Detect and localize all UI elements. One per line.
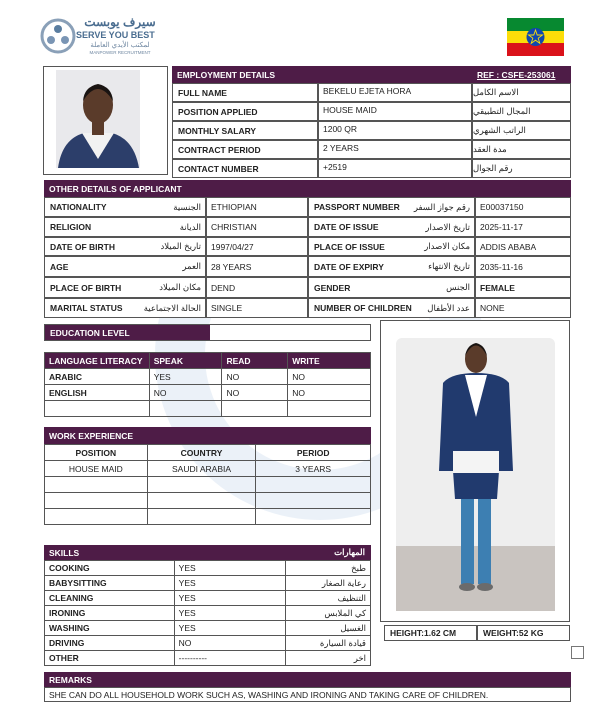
work-row xyxy=(45,493,371,509)
applicant-portrait-icon xyxy=(44,67,167,174)
other-left-value: 1997/04/27 xyxy=(206,237,308,256)
skill-value: YES xyxy=(174,591,286,606)
work-cell: 3 YEARS xyxy=(256,461,371,477)
skill-name-arabic: رعاية الصغار xyxy=(286,576,371,591)
other-details-title: OTHER DETAILS OF APPLICANT xyxy=(49,183,182,194)
other-left-label-cell xyxy=(44,256,206,277)
skills-table xyxy=(44,560,371,666)
employment-label: MONTHLY SALARY xyxy=(172,121,318,140)
other-right-label-arabic: تاريخ الانتهاء xyxy=(428,261,470,271)
remarks-header xyxy=(44,672,571,687)
work-cell xyxy=(256,493,371,509)
skill-name-arabic: التنظيف xyxy=(286,591,371,606)
employment-value: +2519 xyxy=(318,159,472,178)
language-cell xyxy=(222,401,288,417)
language-row xyxy=(45,401,371,417)
other-details-header xyxy=(44,180,571,197)
skill-value: YES xyxy=(174,621,286,636)
other-left-label-arabic: العمر xyxy=(182,261,201,271)
skill-name-arabic: كي الملابس xyxy=(286,606,371,621)
logo-sub-arabic: لمكتب الأيدي العاملة xyxy=(90,42,150,49)
language-cell: NO xyxy=(288,385,371,401)
other-right-label: NUMBER OF CHILDREN xyxy=(314,303,412,313)
work-header-cell: POSITION xyxy=(45,445,148,461)
other-left-label: DATE OF BIRTH xyxy=(50,241,116,252)
skill-row xyxy=(45,591,371,606)
language-row xyxy=(45,385,371,401)
work-row xyxy=(45,509,371,525)
skill-name: COOKING xyxy=(45,561,175,576)
remarks-text: SHE CAN DO ALL HOUSEHOLD WORK SUCH AS, WASHING AND IRONING AND TAKING CARE OF CHILDREN. xyxy=(44,687,571,702)
height-value: HEIGHT:1.62 CM xyxy=(384,625,477,641)
skill-name-arabic: قيادة السيارة xyxy=(286,636,371,651)
work-cell xyxy=(45,493,148,509)
other-right-label-cell xyxy=(308,256,475,277)
applicant-photo-frame xyxy=(43,66,168,175)
other-right-label-cell xyxy=(308,237,475,256)
employment-label-arabic: الراتب الشهري xyxy=(472,121,571,140)
skills-header xyxy=(44,545,371,560)
skill-value: ---------- xyxy=(174,651,286,666)
other-right-label-arabic: رقم جواز السفر xyxy=(413,201,470,212)
remarks-title: REMARKS xyxy=(49,674,92,685)
skill-name: CLEANING xyxy=(45,591,175,606)
other-left-value: SINGLE xyxy=(206,298,308,318)
other-left-value: CHRISTIAN xyxy=(206,217,308,237)
other-left-label-arabic: تاريخ الميلاد xyxy=(160,241,201,251)
language-cell: ARABIC xyxy=(45,369,150,385)
work-cell: HOUSE MAID xyxy=(45,461,148,477)
work-experience-table xyxy=(44,444,371,525)
other-left-label-arabic: الديانة xyxy=(179,221,201,232)
employment-details-header: EMPLOYMENT DETAILS xyxy=(172,66,472,83)
other-right-label-arabic: مكان الاصدار xyxy=(424,241,470,251)
other-left-value: ETHIOPIAN xyxy=(206,197,308,217)
skill-value: YES xyxy=(174,606,286,621)
language-literacy-table xyxy=(44,352,371,417)
work-row xyxy=(45,461,371,477)
other-right-label: PASSPORT NUMBER xyxy=(314,202,400,212)
other-left-label-cell xyxy=(44,197,206,217)
other-left-label-cell xyxy=(44,217,206,237)
skill-value: NO xyxy=(174,636,286,651)
skill-name-arabic: الغسيل xyxy=(286,621,371,636)
other-right-label-cell xyxy=(308,298,475,318)
employment-label: CONTACT NUMBER xyxy=(172,159,318,178)
work-cell xyxy=(45,509,148,525)
checkbox[interactable] xyxy=(571,646,584,659)
other-left-value: DEND xyxy=(206,277,308,298)
employment-value: HOUSE MAID xyxy=(318,102,472,121)
other-left-label-cell xyxy=(44,277,206,298)
language-header-cell: LANGUAGE LITERACY xyxy=(45,353,150,369)
employment-label-arabic: المجال التطبيقي xyxy=(472,102,571,121)
other-left-label: NATIONALITY xyxy=(50,202,107,212)
work-cell xyxy=(256,509,371,525)
skill-name: WASHING xyxy=(45,621,175,636)
skill-name: DRIVING xyxy=(45,636,175,651)
skill-row xyxy=(45,636,371,651)
other-right-label: PLACE OF ISSUE xyxy=(314,241,385,252)
work-row xyxy=(45,477,371,493)
other-left-label-arabic: الحالة الاجتماعية xyxy=(143,302,201,313)
skill-value: YES xyxy=(174,561,286,576)
other-left-label-arabic: مكان الميلاد xyxy=(159,282,201,292)
other-right-value: NONE xyxy=(475,298,571,318)
other-right-value: E00037150 xyxy=(475,197,571,217)
education-level-label: EDUCATION LEVEL xyxy=(45,325,210,340)
language-header-row xyxy=(45,353,371,369)
company-logo-icon xyxy=(40,16,76,56)
language-cell: YES xyxy=(149,369,222,385)
work-cell: SAUDI ARABIA xyxy=(147,461,256,477)
employment-label-arabic: مدة العقد xyxy=(472,140,571,159)
reference-number: REF : CSFE-253061 xyxy=(472,66,571,83)
skills-title: SKILLS xyxy=(49,547,80,558)
work-header-cell: COUNTRY xyxy=(147,445,256,461)
language-cell: NO xyxy=(288,369,371,385)
work-cell xyxy=(147,509,256,525)
work-cell xyxy=(147,477,256,493)
other-right-label: DATE OF EXPIRY xyxy=(314,261,384,272)
work-header-cell: PERIOD xyxy=(256,445,371,461)
other-left-label: AGE xyxy=(50,261,69,272)
full-body-photo-icon xyxy=(381,321,569,621)
skill-row xyxy=(45,621,371,636)
other-right-value: 2025-11-17 xyxy=(475,217,571,237)
other-right-value: 2035-11-16 xyxy=(475,256,571,277)
skill-row xyxy=(45,576,371,591)
education-level-row xyxy=(44,324,371,341)
skill-row xyxy=(45,606,371,621)
employment-label: POSITION APPLIED xyxy=(172,102,318,121)
other-right-label-arabic: الجنس xyxy=(446,282,470,292)
language-cell: NO xyxy=(222,385,288,401)
other-right-label-arabic: عدد الأطفال xyxy=(427,302,470,313)
work-experience-header: WORK EXPERIENCE xyxy=(44,427,371,444)
logo-name: SERVE YOU BEST xyxy=(76,30,155,40)
language-header-cell: WRITE xyxy=(288,353,371,369)
employment-label: FULL NAME xyxy=(172,83,318,102)
full-body-photo-frame xyxy=(380,320,570,622)
other-left-label-cell xyxy=(44,237,206,256)
skill-name-arabic: اخر xyxy=(286,651,371,666)
employment-label-arabic: رقم الجوال xyxy=(472,159,571,178)
other-right-value: FEMALE xyxy=(475,277,571,298)
language-cell xyxy=(149,401,222,417)
other-left-label-arabic: الجنسية xyxy=(173,201,201,212)
other-right-label-cell xyxy=(308,217,475,237)
other-left-label: RELIGION xyxy=(50,222,92,232)
language-cell: ENGLISH xyxy=(45,385,150,401)
weight-value: WEIGHT:52 KG xyxy=(477,625,570,641)
work-cell xyxy=(256,477,371,493)
skill-row xyxy=(45,561,371,576)
work-cell xyxy=(147,493,256,509)
employment-value: 1200 QR xyxy=(318,121,472,140)
other-right-value: ADDIS ABABA xyxy=(475,237,571,256)
skill-name: BABYSITTING xyxy=(45,576,175,591)
other-right-label-arabic: تاريخ الاصدار xyxy=(425,221,470,232)
language-cell: NO xyxy=(222,369,288,385)
language-cell xyxy=(45,401,150,417)
language-header-cell: SPEAK xyxy=(149,353,222,369)
employment-label-arabic: الاسم الكامل xyxy=(472,83,571,102)
other-right-label: DATE OF ISSUE xyxy=(314,222,379,232)
employment-value: BEKELU EJETA HORA xyxy=(318,83,472,102)
logo-arabic: سيرف يوبست xyxy=(84,15,156,29)
language-cell: NO xyxy=(149,385,222,401)
work-cell xyxy=(45,477,148,493)
work-header-row xyxy=(45,445,371,461)
language-header-cell: READ xyxy=(222,353,288,369)
skill-name-arabic: طبخ xyxy=(286,561,371,576)
ethiopia-flag-icon xyxy=(507,18,564,56)
other-left-label: PLACE OF BIRTH xyxy=(50,282,122,293)
other-left-label: MARITAL STATUS xyxy=(50,303,123,313)
other-right-label-cell xyxy=(308,197,475,217)
other-left-value: 28 YEARS xyxy=(206,256,308,277)
skill-name: OTHER xyxy=(45,651,175,666)
language-cell xyxy=(288,401,371,417)
other-right-label: GENDER xyxy=(314,282,351,293)
skill-row xyxy=(45,651,371,666)
skill-name: IRONING xyxy=(45,606,175,621)
other-left-label-cell xyxy=(44,298,206,318)
other-right-label-cell xyxy=(308,277,475,298)
employment-label: CONTRACT PERIOD xyxy=(172,140,318,159)
logo-sub: MANPOWER RECRUITMENT xyxy=(89,50,151,55)
skill-value: YES xyxy=(174,576,286,591)
language-row xyxy=(45,369,371,385)
employment-value: 2 YEARS xyxy=(318,140,472,159)
skills-title-arabic: المهارات xyxy=(334,547,365,557)
